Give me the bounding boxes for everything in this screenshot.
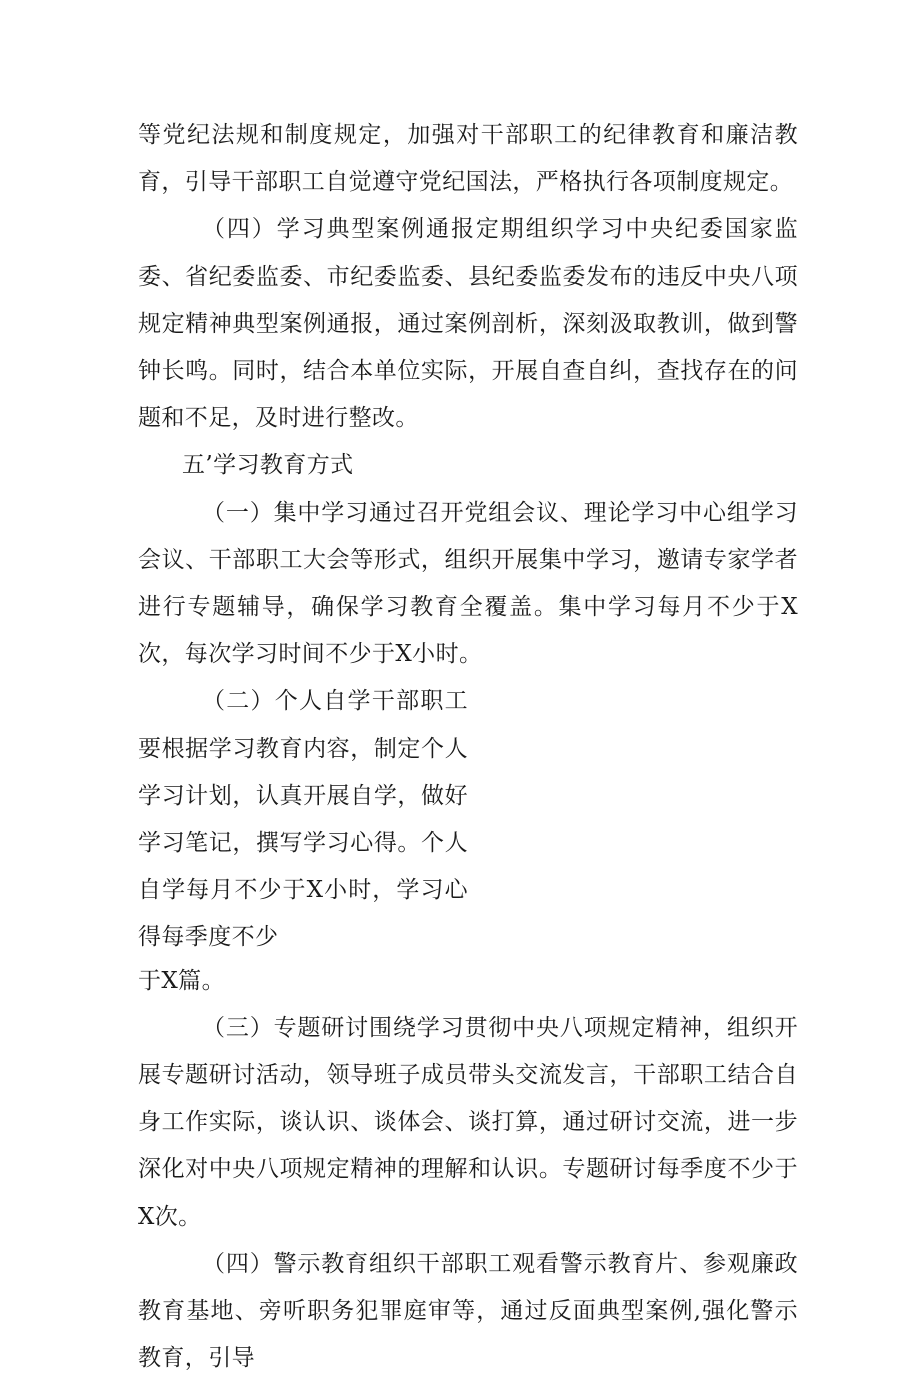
paragraph-case-study: （四）学习典型案例通报定期组织学习中央纪委国家监委、省纪委监委、市纪委监委、县纪委监委发布的违反中央八项规定精神典型案例通报，通过案例剖析，深刻汲取教训，做到警钟长鸣。同时，结合本单位实际，开展自查自纠，查找存在的问题和不足，及时进行整改。 [138,216,798,432]
paragraph-seminar: （三）专题研讨围绕学习贯彻中央八项规定精神，组织开展专题研讨活动，领导班子成员带头交流发言，干部职工结合自身工作实际，谈认识、谈体会、谈打算，通过研讨交流，进一步深化对中央八项规定精神的理解和认识。专题研讨每季度不少于X次。 [138,1014,798,1230]
paragraph-continuation: 等党纪法规和制度规定，加强对干部职工的纪律教育和廉洁教育，引导干部职工自觉遵守党纪国法，严格执行各项制度规定。 [138,122,798,196]
section-heading-learning-methods: 五’学习教育方式 [182,452,354,479]
paragraph-group-study: （一）集中学习通过召开党组会议、理论学习中心组学习会议、干部职工大会等形式，组织开展集中学习，邀请专家学者进行专题辅导，确保学习教育全覆盖。集中学习每月不少于X次，每次学习时间不少于X小时。 [138,499,798,668]
document-body [138,112,798,1382]
paragraph-warning-education: （四）警示教育组织干部职工观看警示教育片、参观廉政教育基地、旁听职务犯罪庭审等，通过反面典型案例,强化警示教育，引导 [138,1250,798,1372]
paragraph-self-study [138,678,798,961]
self-study-text: （二）个人自学干部职工要根据学习教育内容，制定个人学习计划，认真开展自学，做好学习笔记，撰写学习心得。个人自学每月不少于X小时，学习心得每季度不少 [138,688,468,951]
paragraph-self-study-tail: 于X篇。 [138,967,225,994]
